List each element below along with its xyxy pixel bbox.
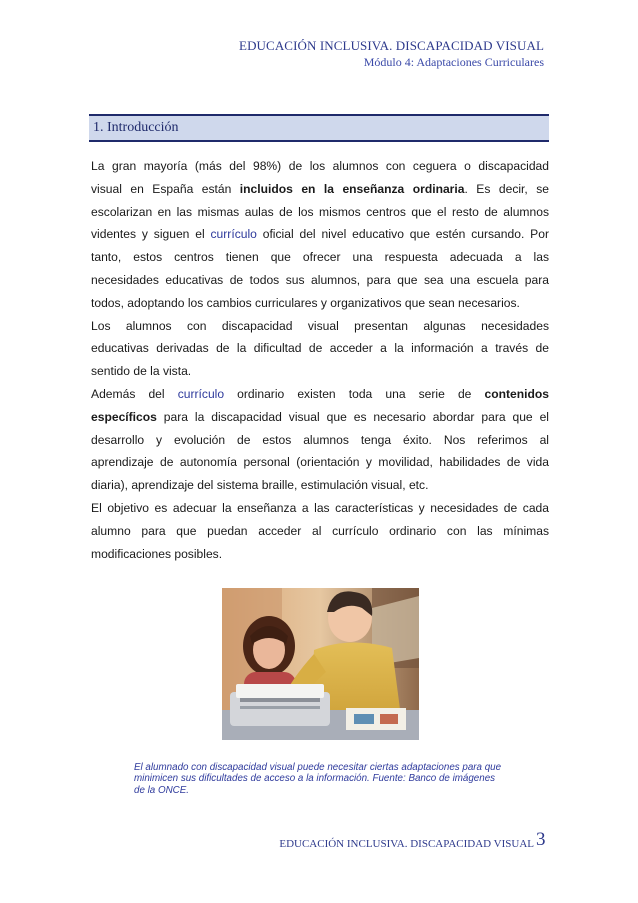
photo-caption — [134, 762, 546, 796]
paragraph-line: alumno para que puedan acceder al currículo ordinario con las mínimas — [91, 523, 549, 538]
paragraph-line: El objetivo es adecuar la enseñanza a las características y necesidades de cada — [91, 500, 549, 515]
section-heading-bar — [89, 114, 549, 142]
caption-line: minimicen sus dificultades de acceso a la información. Fuente: Banco de imágenes — [134, 773, 496, 785]
paragraph-line: diaria), aprendizaje del sistema braille, estimulación visual, etc. — [91, 478, 429, 493]
link-curriculo[interactable]: currículo — [210, 227, 257, 242]
paragraph-line: específicos para la discapacidad visual que es necesario abordar para que el — [91, 409, 549, 424]
body-text — [91, 155, 549, 565]
caption-line: de la ONCE. — [134, 784, 189, 796]
paragraph-line: todos, adoptando los cambios curriculares y organizativos que sean necesarios. — [91, 295, 520, 310]
paragraph-line: tanto, estos centros tienen que ofrecer una respuesta adecuada a las — [91, 250, 549, 265]
paragraph-line: sentido de la vista. — [91, 364, 192, 379]
header-subtitle: Módulo 4: Adaptaciones Curriculares — [363, 55, 544, 69]
paragraph-line: La gran mayoría (más del 98%) de los alumnos con ceguera o discapacidad — [91, 159, 549, 173]
paragraph-line: Los alumnos con discapacidad visual presentan algunas necesidades — [91, 318, 549, 333]
emphasis-inclusion: incluidos en la enseñanza ordinaria — [239, 181, 465, 196]
paragraph-line: escolarizan en las mismas aulas de los mismos centros que el resto de alumnos — [91, 204, 549, 219]
classroom-photo — [222, 588, 419, 740]
paragraph-line: Además del currículo ordinario existen toda una serie de contenidos — [91, 386, 549, 401]
paragraph-line: aprendizaje de autonomía personal (orientación y movilidad, habilidades de vida — [91, 455, 549, 470]
emphasis-contenidos: contenidos — [484, 386, 549, 401]
footer-title: EDUCACIÓN INCLUSIVA. DISCAPACIDAD VISUAL — [279, 838, 534, 850]
page-number: 3 — [536, 829, 546, 850]
emphasis-especificos: específicos — [91, 409, 157, 424]
link-curriculo[interactable]: currículo — [177, 386, 225, 401]
paragraph-line: visual en España están incluidos en la enseñanza ordinaria. Es decir, se — [91, 181, 549, 196]
paragraph-line: educativas derivadas de la dificultad de acceder a la información a través de — [91, 341, 549, 356]
header-title: EDUCACIÓN INCLUSIVA. DISCAPACIDAD VISUAL — [239, 38, 544, 53]
paragraph-line: videntes y siguen el currículo oficial del nivel educativo que estén cursando. Por — [91, 227, 549, 242]
classroom-photo-illustration — [222, 588, 419, 740]
section-title: 1. Introducción — [93, 120, 179, 135]
paragraph-line: necesidades educativas de todos sus alumnos, para que sea una escuela para — [91, 272, 549, 287]
paragraph-line: modificaciones posibles. — [91, 546, 223, 561]
caption-line: El alumnado con discapacidad visual puede necesitar ciertas adaptaciones para que — [134, 762, 502, 773]
paragraph-line: desarrollo y evolución de estos alumnos tenga éxito. Nos referimos al — [91, 432, 549, 447]
